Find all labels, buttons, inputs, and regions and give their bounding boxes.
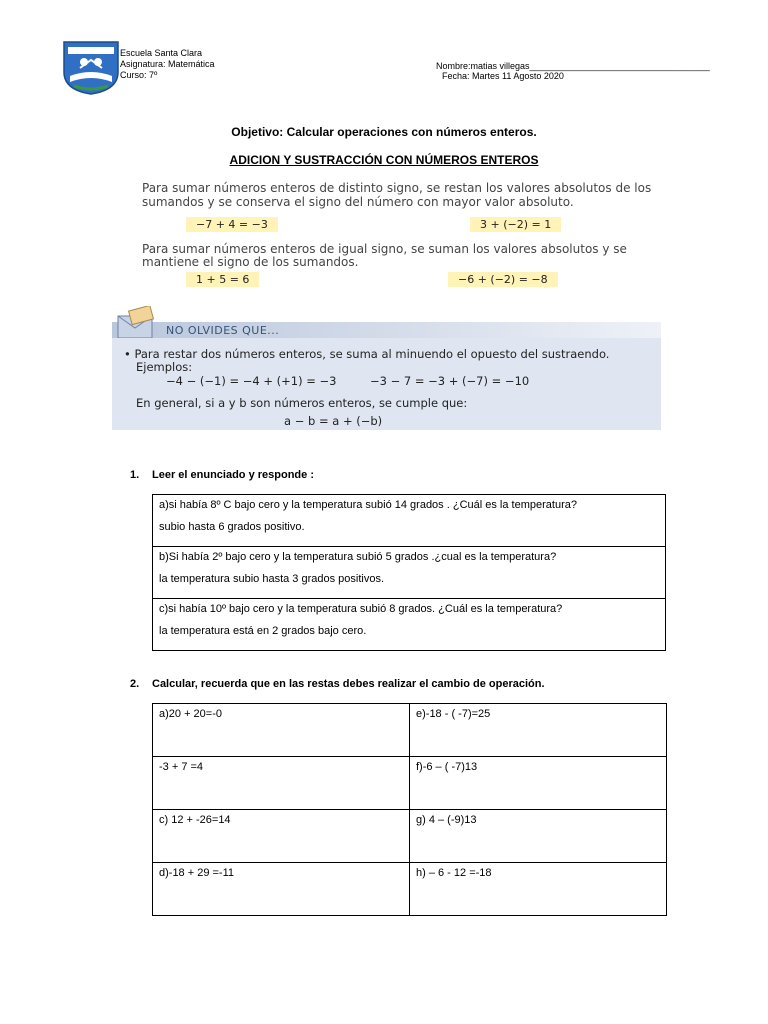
q1-question-c: c)si había 10º bajo cero y la temperatura subió 8 grados. ¿Cuál es la temperatura? xyxy=(159,603,563,615)
school-logo xyxy=(60,38,122,96)
table-row xyxy=(153,810,667,863)
q2-cell-f[interactable]: f)-6 – ( -7)13 xyxy=(410,757,667,810)
q2-cell-e[interactable]: e)-18 - ( -7)=25 xyxy=(410,704,667,757)
q1-question-b: b)Si había 2º bajo cero y la temperatura subió 5 grados .¿cual es la temperatura? xyxy=(159,551,557,563)
q2-cell-c[interactable]: c) 12 + -26=14 xyxy=(153,810,410,863)
table-row xyxy=(153,863,667,916)
rule2-line1: Para sumar números enteros de igual signo, se suman los valores absolutos y se xyxy=(142,242,627,256)
school-name: Escuela Santa Clara xyxy=(120,48,203,58)
q1-cell-b xyxy=(153,547,666,599)
q2-table xyxy=(152,703,667,916)
q2-cell-a[interactable]: a)20 + 20=-0 xyxy=(153,704,410,757)
subject: Asignatura: Matemática xyxy=(120,59,215,69)
q1-number: 1. xyxy=(130,469,140,481)
q2-cell-d[interactable]: d)-18 + 29 =-11 xyxy=(153,863,410,916)
reminder-line2: Ejemplos: xyxy=(136,360,193,374)
q2-cell-b[interactable]: -3 + 7 =4 xyxy=(153,757,410,810)
student-name: Nombre:matias villegas____________________________________ xyxy=(436,61,710,71)
table-row xyxy=(153,704,667,757)
q2-number: 2. xyxy=(130,678,140,690)
q1-question-a: a)si había 8º C bajo cero y la temperatura subió 14 grados . ¿Cuál es la temperatura? xyxy=(159,499,577,511)
q1-answer-b[interactable]: la temperatura subio hasta 3 grados positivos. xyxy=(159,573,385,585)
reminder-example-a: −4 − (−1) = −4 + (+1) = −3 xyxy=(166,374,337,388)
section-title: ADICION Y SUSTRACCIÓN CON NÚMEROS ENTEROS xyxy=(229,153,539,167)
table-row xyxy=(153,757,667,810)
reminder-formula: a − b = a + (−b) xyxy=(284,414,383,428)
reminder-line1: • Para restar dos números enteros, se suma al minuendo el opuesto del sustraendo. xyxy=(124,347,610,361)
rule1-line1: Para sumar números enteros de distinto signo, se restan los valores absolutos de los xyxy=(142,181,652,195)
q1-cell-c xyxy=(153,599,666,651)
example-2a: 1 + 5 = 6 xyxy=(186,272,259,287)
reminder-example-b: −3 − 7 = −3 + (−7) = −10 xyxy=(370,374,530,388)
course: Curso: 7º xyxy=(120,70,158,80)
q1-answer-a[interactable]: subio hasta 6 grados positivo. xyxy=(159,521,305,533)
example-2b: −6 + (−2) = −8 xyxy=(448,272,558,287)
objective: Objetivo: Calcular operaciones con números enteros. xyxy=(231,125,537,139)
q1-table xyxy=(152,494,666,651)
q1-cell-a xyxy=(153,495,666,547)
rule1-line2: sumandos y se conserva el signo del número con mayor valor absoluto. xyxy=(142,195,574,209)
rule2-line2: mantiene el signo de los sumandos. xyxy=(142,255,359,269)
q2-prompt: Calcular, recuerda que en las restas debes realizar el cambio de operación. xyxy=(152,678,545,690)
example-1b: 3 + (−2) = 1 xyxy=(470,217,561,232)
q1-prompt: Leer el enunciado y responde : xyxy=(152,469,314,481)
example-1a: −7 + 4 = −3 xyxy=(186,217,278,232)
table-row xyxy=(153,599,666,651)
table-row xyxy=(153,547,666,599)
reminder-label: NO OLVIDES QUE... xyxy=(166,324,280,337)
date: Fecha: Martes 11 Agosto 2020 xyxy=(442,71,564,81)
q2-cell-h[interactable]: h) – 6 - 12 =-18 xyxy=(410,863,667,916)
table-row xyxy=(153,495,666,547)
q1-answer-c[interactable]: la temperatura está en 2 grados bajo cero. xyxy=(159,625,367,637)
envelope-icon xyxy=(114,306,160,342)
q2-cell-g[interactable]: g) 4 – (-9)13 xyxy=(410,810,667,863)
reminder-general: En general, si a y b son números enteros, se cumple que: xyxy=(136,396,468,410)
